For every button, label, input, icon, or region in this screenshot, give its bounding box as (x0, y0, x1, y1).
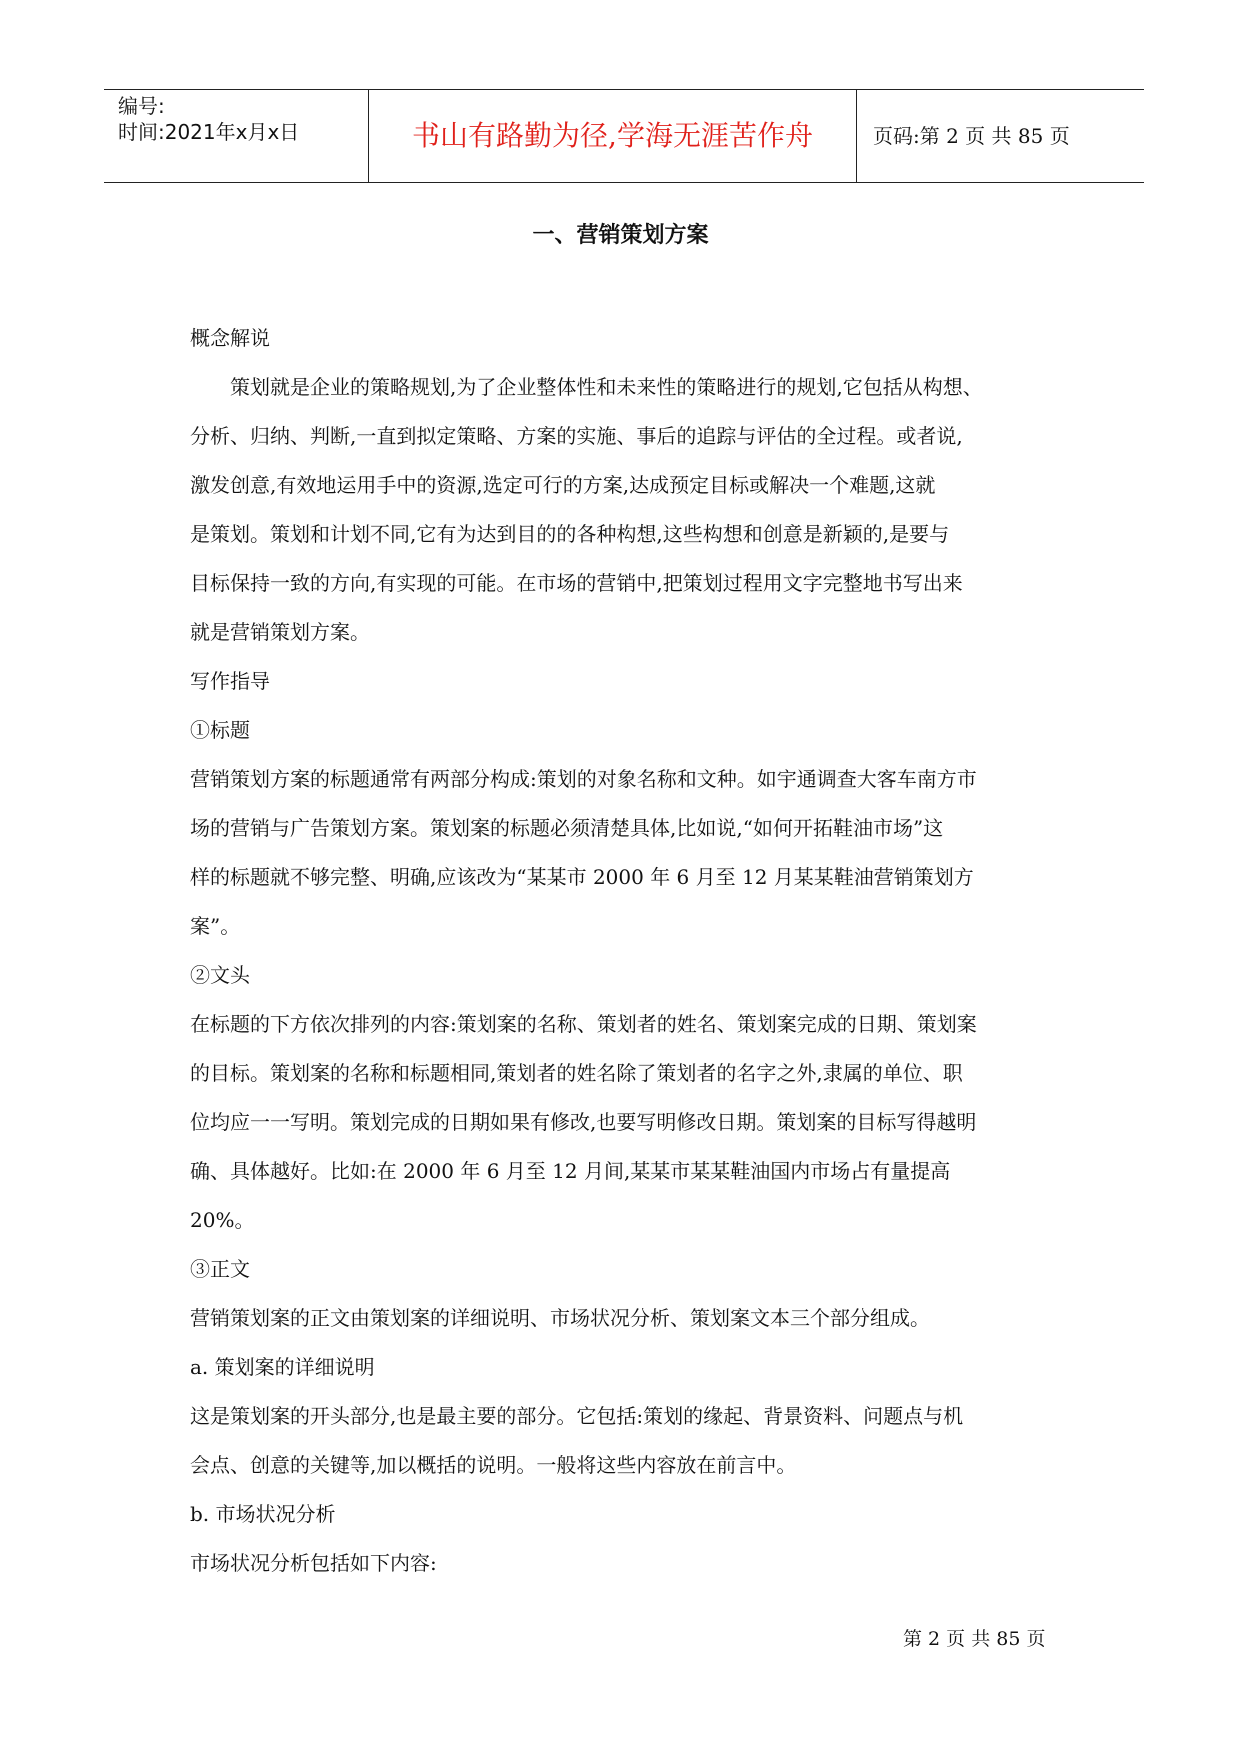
text-line: 案”。 (190, 914, 241, 938)
page-info: 页码:第 2 页 共 85 页 (873, 124, 1070, 148)
text-line: 就是营销策划方案。 (190, 620, 370, 644)
text-line: 样的标题就不够完整、明确,应该改为“某某市 2000 年 6 月至 12 月某某鞋油营销策划方 (190, 865, 974, 889)
text-line: 这是策划案的开头部分,也是最主要的部分。它包括:策划的缘起、背景资料、问题点与机 (190, 1404, 964, 1428)
text-line: 策划就是企业的策略规划,为了企业整体性和未来性的策略进行的规划,它包括从构想、 (230, 375, 983, 399)
header-right-cell (857, 90, 1144, 182)
text-line: 场的营销与广告策划方案。策划案的标题必须清楚具体,比如说,“如何开拓鞋油市场”这 (190, 816, 944, 840)
text-line: b. 市场状况分析 (190, 1502, 336, 1526)
document-title: 一、营销策划方案 (532, 223, 709, 248)
text-line: 分析、归纳、判断,一直到拟定策略、方案的实施、事后的追踪与评估的全过程。或者说, (190, 424, 963, 448)
header-left-cell (104, 90, 369, 182)
text-line: 写作指导 (190, 669, 270, 693)
text-line: 在标题的下方依次排列的内容:策划案的名称、策划者的姓名、策划案完成的日期、策划案 (190, 1012, 977, 1036)
header-table (104, 89, 1144, 183)
text-line: 目标保持一致的方向,有实现的可能。在市场的营销中,把策划过程用文字完整地书写出来 (190, 571, 963, 595)
text-line: ①标题 (190, 718, 250, 742)
page-footer: 第 2 页 共 85 页 (903, 1628, 1046, 1650)
text-line: 激发创意,有效地运用手中的资源,选定可行的方案,达成预定目标或解决一个难题,这就 (190, 473, 936, 497)
document-number-label: 编号: (118, 94, 165, 118)
body-text (190, 314, 1070, 1588)
text-line: 的目标。策划案的名称和标题相同,策划者的姓名除了策划者的名字之外,隶属的单位、职 (190, 1061, 963, 1085)
text-line: 位均应一一写明。策划完成的日期如果有修改,也要写明修改日期。策划案的目标写得越明 (190, 1110, 977, 1134)
time-label: 时间:2021年x月x日 (118, 120, 300, 144)
text-line: 会点、创意的关键等,加以概括的说明。一般将这些内容放在前言中。 (190, 1453, 797, 1477)
text-line: ②文头 (190, 963, 250, 987)
text-line: ③正文 (190, 1257, 250, 1281)
text-line: 是策划。策划和计划不同,它有为达到目的的各种构想,这些构想和创意是新颖的,是要与 (190, 522, 950, 546)
text-line: 确、具体越好。比如:在 2000 年 6 月至 12 月间,某某市某某鞋油国内市场占有量提高 (190, 1159, 951, 1183)
text-line: 市场状况分析包括如下内容: (190, 1551, 437, 1575)
text-line: 营销策划案的正文由策划案的详细说明、市场状况分析、策划案文本三个部分组成。 (190, 1306, 930, 1330)
text-line: a. 策划案的详细说明 (190, 1355, 375, 1379)
text-line: 概念解说 (190, 326, 270, 350)
text-line: 营销策划方案的标题通常有两部分构成:策划的对象名称和文种。如宇通调查大客车南方市 (190, 767, 977, 791)
header-mid-cell (369, 90, 857, 182)
text-line: 20%。 (190, 1208, 255, 1232)
motto: 书山有路勤为径,学海无涯苦作舟 (412, 119, 813, 152)
